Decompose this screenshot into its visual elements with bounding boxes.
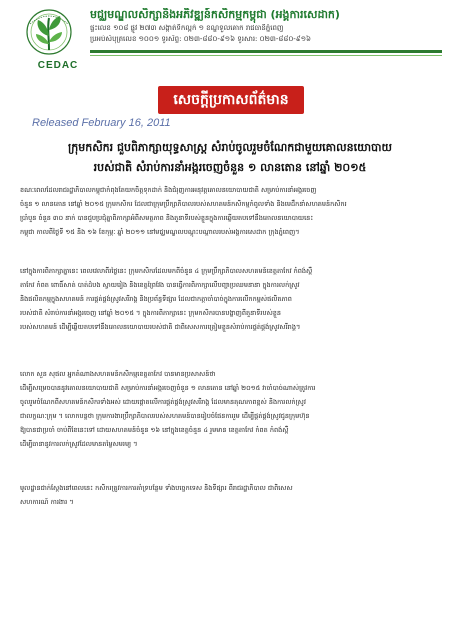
text-line: ដើម្បីធានានូវការលក់ស្រូវដែលមានតម្លៃសមរម្យ ។ bbox=[20, 440, 138, 448]
header-divider bbox=[90, 50, 442, 53]
text-line: របស់សហគមន៍ ដើម្បីឆ្លើយតបទៅនឹងគោលនយោបាយរបស់ជាតិ ជាពិសេសការត្រៀមខ្លួនសំរាប់ការផ្គត់ផ្គង់ស្រូវសរីរាង្គ។ bbox=[20, 323, 301, 331]
logo-wordmark: CEDAC bbox=[37, 60, 79, 71]
headline-line: របស់ជាតិ សំរាប់ការនាំអង្ករចេញចំនួន ១ លានតោន នៅឆ្នាំ ២០១៥ bbox=[93, 161, 367, 174]
text-line: ប្រាំបួន ចំនួន ៣០ នាក់ បានជួបប្រជុំគ្នាពិភាក្សាអំពីសមត្ថភាព និងតួនាទីរបស់ខ្លួនក្នុងការឆ្លើយតបទៅនឹងគោលនយោបាយនេះ bbox=[20, 214, 314, 222]
text-line: ខណៈពេលដែលរាជរដ្ឋាភិបាលកម្ពុជាកំពុងតែយកចិត្តទុកដាក់ និងជំរុញការអនុវត្តគោលនយោបាយជាតិ សម្រាប់ការនាំអង្ករចេញ bbox=[20, 186, 317, 194]
header-divider-thin bbox=[90, 55, 442, 56]
text-line: មូលដ្ឋានជាក់ស្តែងនៅពេលនេះ កសិករត្រូវការការគាំទ្របន្ថែម ទាំងបច្ចេកទេស និងទីផ្សារ ពីរាជរដ្ឋាភិបាល ជាពិសេស bbox=[20, 484, 293, 492]
text-line: ជាលក្ខណៈក្រុម ។ លោកបន្តថា ក្រុមការងារប្រឹក្សាភិបាលរបស់សហគមន៍បានរៀបចំផែនការរួម ដើម្បីផ្គត់ផ្គង់ស្រូវជូនក្រុមហ៊ុន bbox=[20, 412, 310, 420]
paragraph-1 bbox=[20, 183, 436, 239]
text-line: ដើម្បីសម្រេចបាននូវគោលនយោបាយជាតិ សម្រាប់ការនាំអង្ករចេញចំនួន ១ លានតោន នៅឆ្នាំ ២០១៥ វាចាំបាច់ណាស់ត្រូវការ bbox=[20, 384, 316, 392]
paragraph-4 bbox=[20, 481, 436, 509]
text-line: ចំនួន ១ លានតោន នៅឆ្នាំ ២០១៥ ក្រុមកសិករ ដែលជាក្រុមប្រឹក្សាភិបាលរបស់សហគមន៍កសិកម្មកំពូលទាំង និងមេដឹកនាំសហគមន៍កសិករ bbox=[20, 200, 347, 208]
headline-line: ក្រុមកសិករ ជួបពិភាក្សាយុទ្ធសាស្ត្រ សំរាប់ចូលរួមចំណែកជាមួយគោលនយោបាយ bbox=[67, 141, 393, 154]
press-release-banner: សេចក្តីប្រកាសព័ត៌មាន bbox=[158, 86, 304, 114]
paragraph-2 bbox=[20, 264, 436, 334]
org-name: មជ្ឈមណ្ឌលសិក្សានិងអភិវឌ្ឍន៍កសិកម្មកម្ពុជា (អង្គការសេដាក) bbox=[90, 8, 340, 21]
text-line: កម្ពុជា កាលពីថ្ងៃទី ១៥ និង ១៦ ខែកុម្ភៈ ឆ្នាំ ២០១១ នៅមជ្ឈមណ្ឌលបណ្តុះបណ្តាលរបស់អង្គការសេដាក ក្រុងភ្នំពេញ។ bbox=[20, 228, 300, 236]
text-line: និងផលិតកម្មក្នុងសហគមន៍ ការផ្គត់ផ្គង់ស្រូវសរីរាង្គ និងប្រព័ន្ធទីផ្សារ ដែលជាកត្តាចាំបាច់ក្នុងការលើកកម្ពស់ផលិតភាព bbox=[20, 295, 292, 303]
release-date: Released February 16, 2011 bbox=[32, 117, 171, 129]
text-line: សហការណ៍ ការងារ ។ bbox=[20, 498, 74, 506]
headline bbox=[20, 138, 440, 178]
org-address: ផ្ទះលេខ ១០៨ ផ្លូវ ២៧៣ សង្កាត់ទឹកល្អក់ ១ ខណ្ឌទួលគោក រាជធានីភ្នំពេញ bbox=[90, 24, 284, 32]
text-line: ឱ្យបានជាប្រចាំ ចាប់ពីខែនេះទៅ ដោយសហគមន៍ចំនួន ១៦ នៅក្នុងខេត្តចំនួន ៤ រួមមាន ខេត្តតាកែវ កំពត កំពង់ស្ពឺ bbox=[20, 426, 289, 434]
text-line: នៅក្នុងការពិភាក្សាគ្នានេះ ពេលវេលាពីរថ្ងៃនេះ ក្រុមកសិករដែលមកពីចំនួន ៤ ក្រុមប្រឹក្សាភិបាលសហគមន៍ខេត្តតាកែវ កំពង់ស្ពឺ bbox=[20, 267, 313, 275]
org-contact: ប្រអប់សំបុត្រលេខ ១០០១ ទូរស័ព្ទ: ០២៣-៨៨០-៩១៦ ទូរសារ: ០២៣-៨៨០-៩១៦ bbox=[90, 35, 312, 43]
text-line: របស់ជាតិ សំរាប់ការនាំអង្ករចេញ នៅឆ្នាំ ២០១៥ ។ ក្នុងការពិភាក្សានេះ ក្រុមកសិករបានបង្ហាញពីតួនាទីរបស់ខ្លួន bbox=[20, 309, 282, 317]
text-line: លោក សួន សុផល អ្នកតំណាងសហគមន៍កសិកម្មខេត្តតាកែវ បានមានប្រសាសន៍ថា bbox=[20, 370, 216, 378]
text-line: តាកែវ កំពត ពោធិ៍សាត់ បាត់ដំបង ស្វាយរៀង និងខេត្តព្រៃវែង បានធ្វើការពិភាក្សាលើបញ្ហាប្រឈមនានា ក្នុងការលក់ស្រូវ bbox=[20, 281, 300, 289]
text-line: ចូលរួមចំណែកពីសហគមន៍កសិករទាំងអស់ ដោយផ្តោតលើការផ្គត់ផ្គង់ស្រូវសរីរាង្គ ដែលមានគុណភាពខ្ពស់ និងការលក់ស្រូវ bbox=[20, 398, 306, 406]
paragraph-3 bbox=[20, 367, 436, 451]
